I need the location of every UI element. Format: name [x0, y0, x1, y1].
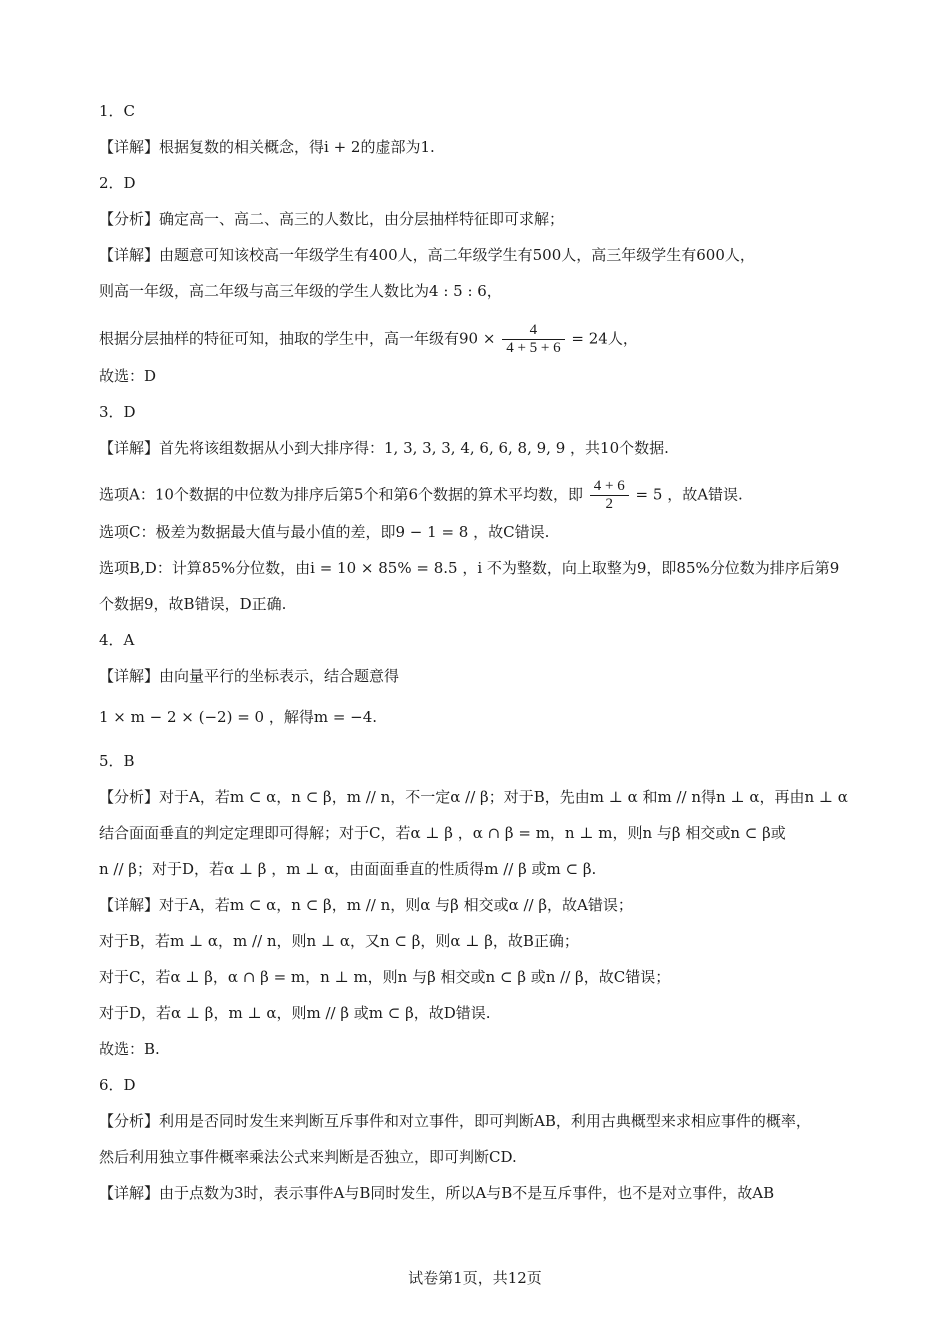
fraction-line-before: 根据分层抽样的特征可知，抽取的学生中，高一年级有90 × — [99, 329, 496, 348]
text-line: 对于B，若m ⊥ α，m // n，则n ⊥ α，又n ⊂ β，则α ⊥ β，故B正确； — [99, 932, 579, 950]
text-line: 【详解】由向量平行的坐标表示，结合题意得 — [99, 667, 400, 685]
text-line: 对于C，若α ⊥ β，α ∩ β = m，n ⊥ m，则n 与β 相交或n ⊂ β 或n // β，故C错误； — [99, 968, 671, 986]
text-line: 【详解】根据复数的相关概念，得i + 2的虚部为1. — [99, 138, 435, 156]
text-line: 4．A — [99, 631, 135, 649]
fraction-denominator: 4 + 5 + 6 — [506, 340, 561, 356]
text-line: 【详解】首先将该组数据从小到大排序得：1, 3, 3, 3, 4, 6, 6, 8, 9, 9 ，共10个数据. — [99, 439, 669, 457]
text-line: 1 × m − 2 × (−2) = 0 ，解得m = −4. — [99, 708, 378, 726]
text-line: 【详解】由于点数为3时，表示事件A与B同时发生，所以A与B不是互斥事件，也不是对立事件，故AB — [99, 1184, 775, 1202]
text-line: 3．D — [99, 403, 136, 421]
text-line: 选项C：极差为数据最大值与最小值的差，即9 − 1 = 8 ，故C错误. — [99, 523, 550, 541]
fraction-numerator: 4 + 6 — [590, 478, 629, 496]
text-line: 【详解】对于A，若m ⊂ α，n ⊂ β，m // n，则α 与β 相交或α // β，故A错误； — [99, 896, 633, 914]
fraction-line-after: = 24人， — [571, 329, 638, 348]
text-line: 选项B,D：计算85%分位数，由i = 10 × 85% = 8.5 ，i 不为整数，向上取整为9，即85%分位数为排序后第9 — [99, 559, 840, 577]
text-line: 结合面面垂直的判定定理即可得解；对于C，若α ⊥ β ，α ∩ β = m，n ⊥ m，则n 与β 相交或n ⊂ β或 — [99, 824, 786, 842]
fraction-numerator: 4 — [502, 322, 564, 340]
text-line: 个数据9，故B错误，D正确. — [99, 595, 287, 613]
text-line: 【详解】由题意可知该校高一年级学生有400人，高二年级学生有500人，高三年级学生有600人， — [99, 246, 755, 264]
text-line: 5．B — [99, 752, 135, 770]
fraction-line-after: = 5 ，故A错误. — [635, 485, 743, 504]
text-line: 【分析】利用是否同时发生来判断互斥事件和对立事件，即可判断AB，利用古典概型来求相应事件的概率， — [99, 1112, 811, 1130]
text-line: n // β；对于D，若α ⊥ β ，m ⊥ α，由面面垂直的性质得m // β 或m ⊂ β. — [99, 860, 597, 878]
fraction — [590, 478, 629, 513]
fraction-denominator: 2 — [605, 496, 614, 512]
fraction — [502, 322, 564, 357]
text-line: 1．C — [99, 102, 136, 120]
text-line-fraction-2 — [99, 478, 890, 513]
text-line-fraction-1 — [99, 322, 890, 357]
text-line: 【分析】对于A，若m ⊂ α，n ⊂ β，m // n，不一定α // β；对于B，先由m ⊥ α 和m // n得n ⊥ α，再由n ⊥ α — [99, 788, 848, 806]
text-line: 故选：B. — [99, 1040, 160, 1058]
fraction-line-before: 选项A：10个数据的中位数为排序后第5个和第6个数据的算术平均数，即 — [99, 485, 584, 504]
text-line: 然后利用独立事件概率乘法公式来判断是否独立，即可判断CD. — [99, 1148, 517, 1166]
text-line: 2．D — [99, 174, 136, 192]
page-footer: 试卷第1页，共12页 — [408, 1269, 542, 1287]
text-line: 对于D，若α ⊥ β，m ⊥ α，则m // β 或m ⊂ β，故D错误. — [99, 1004, 491, 1022]
text-line: 则高一年级，高二年级与高三年级的学生人数比为4 : 5 : 6， — [99, 282, 502, 300]
text-line: 6．D — [99, 1076, 136, 1094]
text-line: 故选：D — [99, 367, 157, 385]
text-line: 【分析】确定高一、高二、高三的人数比，由分层抽样特征即可求解； — [99, 210, 565, 228]
